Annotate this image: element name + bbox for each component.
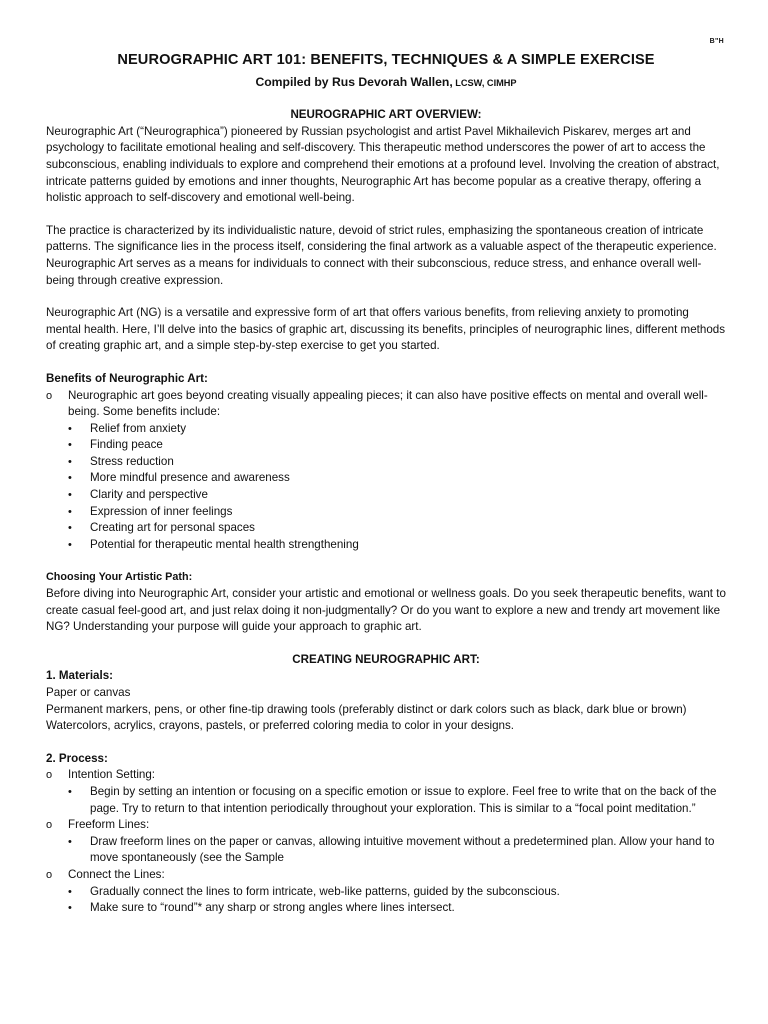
- step-label: Connect the Lines:: [68, 867, 165, 881]
- benefits-intro-item: [46, 388, 726, 421]
- materials-line: Permanent markers, pens, or other fine-tip drawing tools (preferably distinct or dark colors such as black, dark blue or brown): [46, 702, 687, 716]
- bullet-icon: •: [68, 439, 72, 452]
- author-byline: [46, 74, 726, 92]
- step-detail: Begin by setting an intention or focusing on a specific emotion or issue to explore. Feel free to write that on the back of the page. Try to return to that intention periodically throughout your exploration. This is similar to a “focal point meditation.”: [90, 784, 717, 815]
- list-item: [68, 537, 726, 554]
- list-item: [68, 504, 726, 521]
- bullet-icon: •: [68, 785, 72, 798]
- circle-bullet-icon: o: [46, 868, 53, 881]
- artistic-path-paragraph: Before diving into Neurographic Art, consider your artistic and emotional or wellness goals. Do you seek therapeutic benefits, want to create casual feel-good art, and just relax doing it non-judgmentally? Or do you want to explore a new and trendy art movement like NG? Understanding your purpose will guide your approach to graphic art.: [46, 587, 726, 634]
- overview-paragraph-1: Neurographic Art (“Neurographica”) pioneered by Russian psychologist and artist Pavel Mikhailevich Piskarev, merges art and psychology to facilitate emotional healing and self-discovery. This therapeutic method underscores the power of art to access the subconscious, enabling individuals to explore and comprehend their emotions at a profound level. Involving the creation of abstract, intricate patterns guided by emotions and inner thoughts, Neurographic Art has become popular as a creative therapy, offering a holistic approach to self-discovery and emotional well-being.: [46, 124, 720, 205]
- list-item: [68, 834, 726, 867]
- author-credentials: LCSW, CIMHP: [452, 77, 517, 88]
- list-item: [68, 421, 726, 438]
- circle-bullet-icon: o: [46, 819, 53, 832]
- benefit-text: Stress reduction: [90, 454, 174, 468]
- benefit-text: More mindful presence and awareness: [90, 471, 290, 485]
- creating-heading: CREATING NEUROGRAPHIC ART:: [292, 652, 480, 666]
- benefit-text: Creating art for personal spaces: [90, 521, 255, 535]
- list-item: [68, 784, 726, 817]
- bullet-icon: •: [68, 522, 72, 535]
- list-item: [68, 437, 726, 454]
- step-detail: Make sure to “round”* any sharp or strong angles where lines intersect.: [90, 901, 455, 915]
- materials-heading: 1. Materials:: [46, 669, 114, 683]
- overview-heading: NEUROGRAPHIC ART OVERVIEW:: [290, 108, 482, 122]
- benefit-text: Clarity and perspective: [90, 488, 208, 502]
- materials-line: Paper or canvas: [46, 686, 131, 699]
- circle-bullet-icon: o: [46, 769, 53, 782]
- benefit-text: Potential for therapeutic mental health strengthening: [90, 537, 359, 551]
- step-label: Freeform Lines:: [68, 818, 150, 832]
- bullet-icon: •: [68, 422, 72, 435]
- step-detail: Draw freeform lines on the paper or canvas, allowing intuitive movement without a predetermined plan. Allow your hand to move spontaneously (see the Sample: [90, 834, 715, 865]
- benefits-list: [46, 421, 726, 554]
- list-item: [68, 487, 726, 504]
- materials-line: Watercolors, acrylics, crayons, pastels, or preferred coloring media to color in your designs.: [46, 719, 515, 733]
- bullet-icon: •: [68, 902, 72, 915]
- corner-mark: B"H: [709, 38, 724, 45]
- step-label: Intention Setting:: [68, 768, 156, 782]
- document-page: [46, 34, 726, 917]
- list-item: [68, 900, 726, 917]
- process-heading: 2. Process:: [46, 751, 108, 765]
- bullet-icon: •: [68, 472, 72, 485]
- bullet-icon: •: [68, 835, 72, 848]
- bullet-icon: •: [68, 505, 72, 518]
- process-step: [46, 817, 726, 834]
- bullet-icon: •: [68, 538, 72, 551]
- benefit-text: Finding peace: [90, 438, 163, 452]
- list-item: [68, 454, 726, 471]
- step-detail: Gradually connect the lines to form intricate, web-like patterns, guided by the subconscious.: [90, 884, 560, 898]
- author-name: Compiled by Rus Devorah Wallen,: [255, 74, 453, 89]
- process-step: [46, 767, 726, 784]
- document-title: NEUROGRAPHIC ART 101: BENEFITS, TECHNIQUES & A SIMPLE EXERCISE: [117, 52, 655, 68]
- bullet-icon: •: [68, 489, 72, 502]
- circle-bullet-icon: o: [46, 389, 53, 402]
- list-item: [68, 520, 726, 537]
- bullet-icon: •: [68, 455, 72, 468]
- list-item: [68, 470, 726, 487]
- list-item: [68, 884, 726, 901]
- overview-paragraph-2: The practice is characterized by its individualistic nature, devoid of strict rules, emphasizing the spontaneous creation of intricate patterns. The significance lies in the process itself, considering the final artwork as a valuable aspect of the therapeutic experience. Neurographic Art serves as a means for individuals to connect with their subconscious, reduce stress, and enhance overall well-being through creative expression.: [46, 223, 717, 287]
- benefits-heading: Benefits of Neurographic Art:: [46, 371, 208, 385]
- artistic-path-heading: Choosing Your Artistic Path:: [46, 571, 193, 584]
- benefits-intro: Neurographic art goes beyond creating visually appealing pieces; it can also have positive effects on mental and overall well-being. Some benefits include:: [68, 388, 708, 419]
- benefit-text: Relief from anxiety: [90, 421, 187, 435]
- benefit-text: Expression of inner feelings: [90, 504, 233, 518]
- bullet-icon: •: [68, 885, 72, 898]
- overview-paragraph-3: Neurographic Art (NG) is a versatile and expressive form of art that offers various benefits, from relieving anxiety to promoting mental health. Here, I’ll delve into the basics of graphic art, discussing its benefits, principles of neurographic lines, different methods of creating graphic art, and a simple step-by-step exercise to get you started.: [46, 306, 726, 353]
- process-step: [46, 867, 726, 884]
